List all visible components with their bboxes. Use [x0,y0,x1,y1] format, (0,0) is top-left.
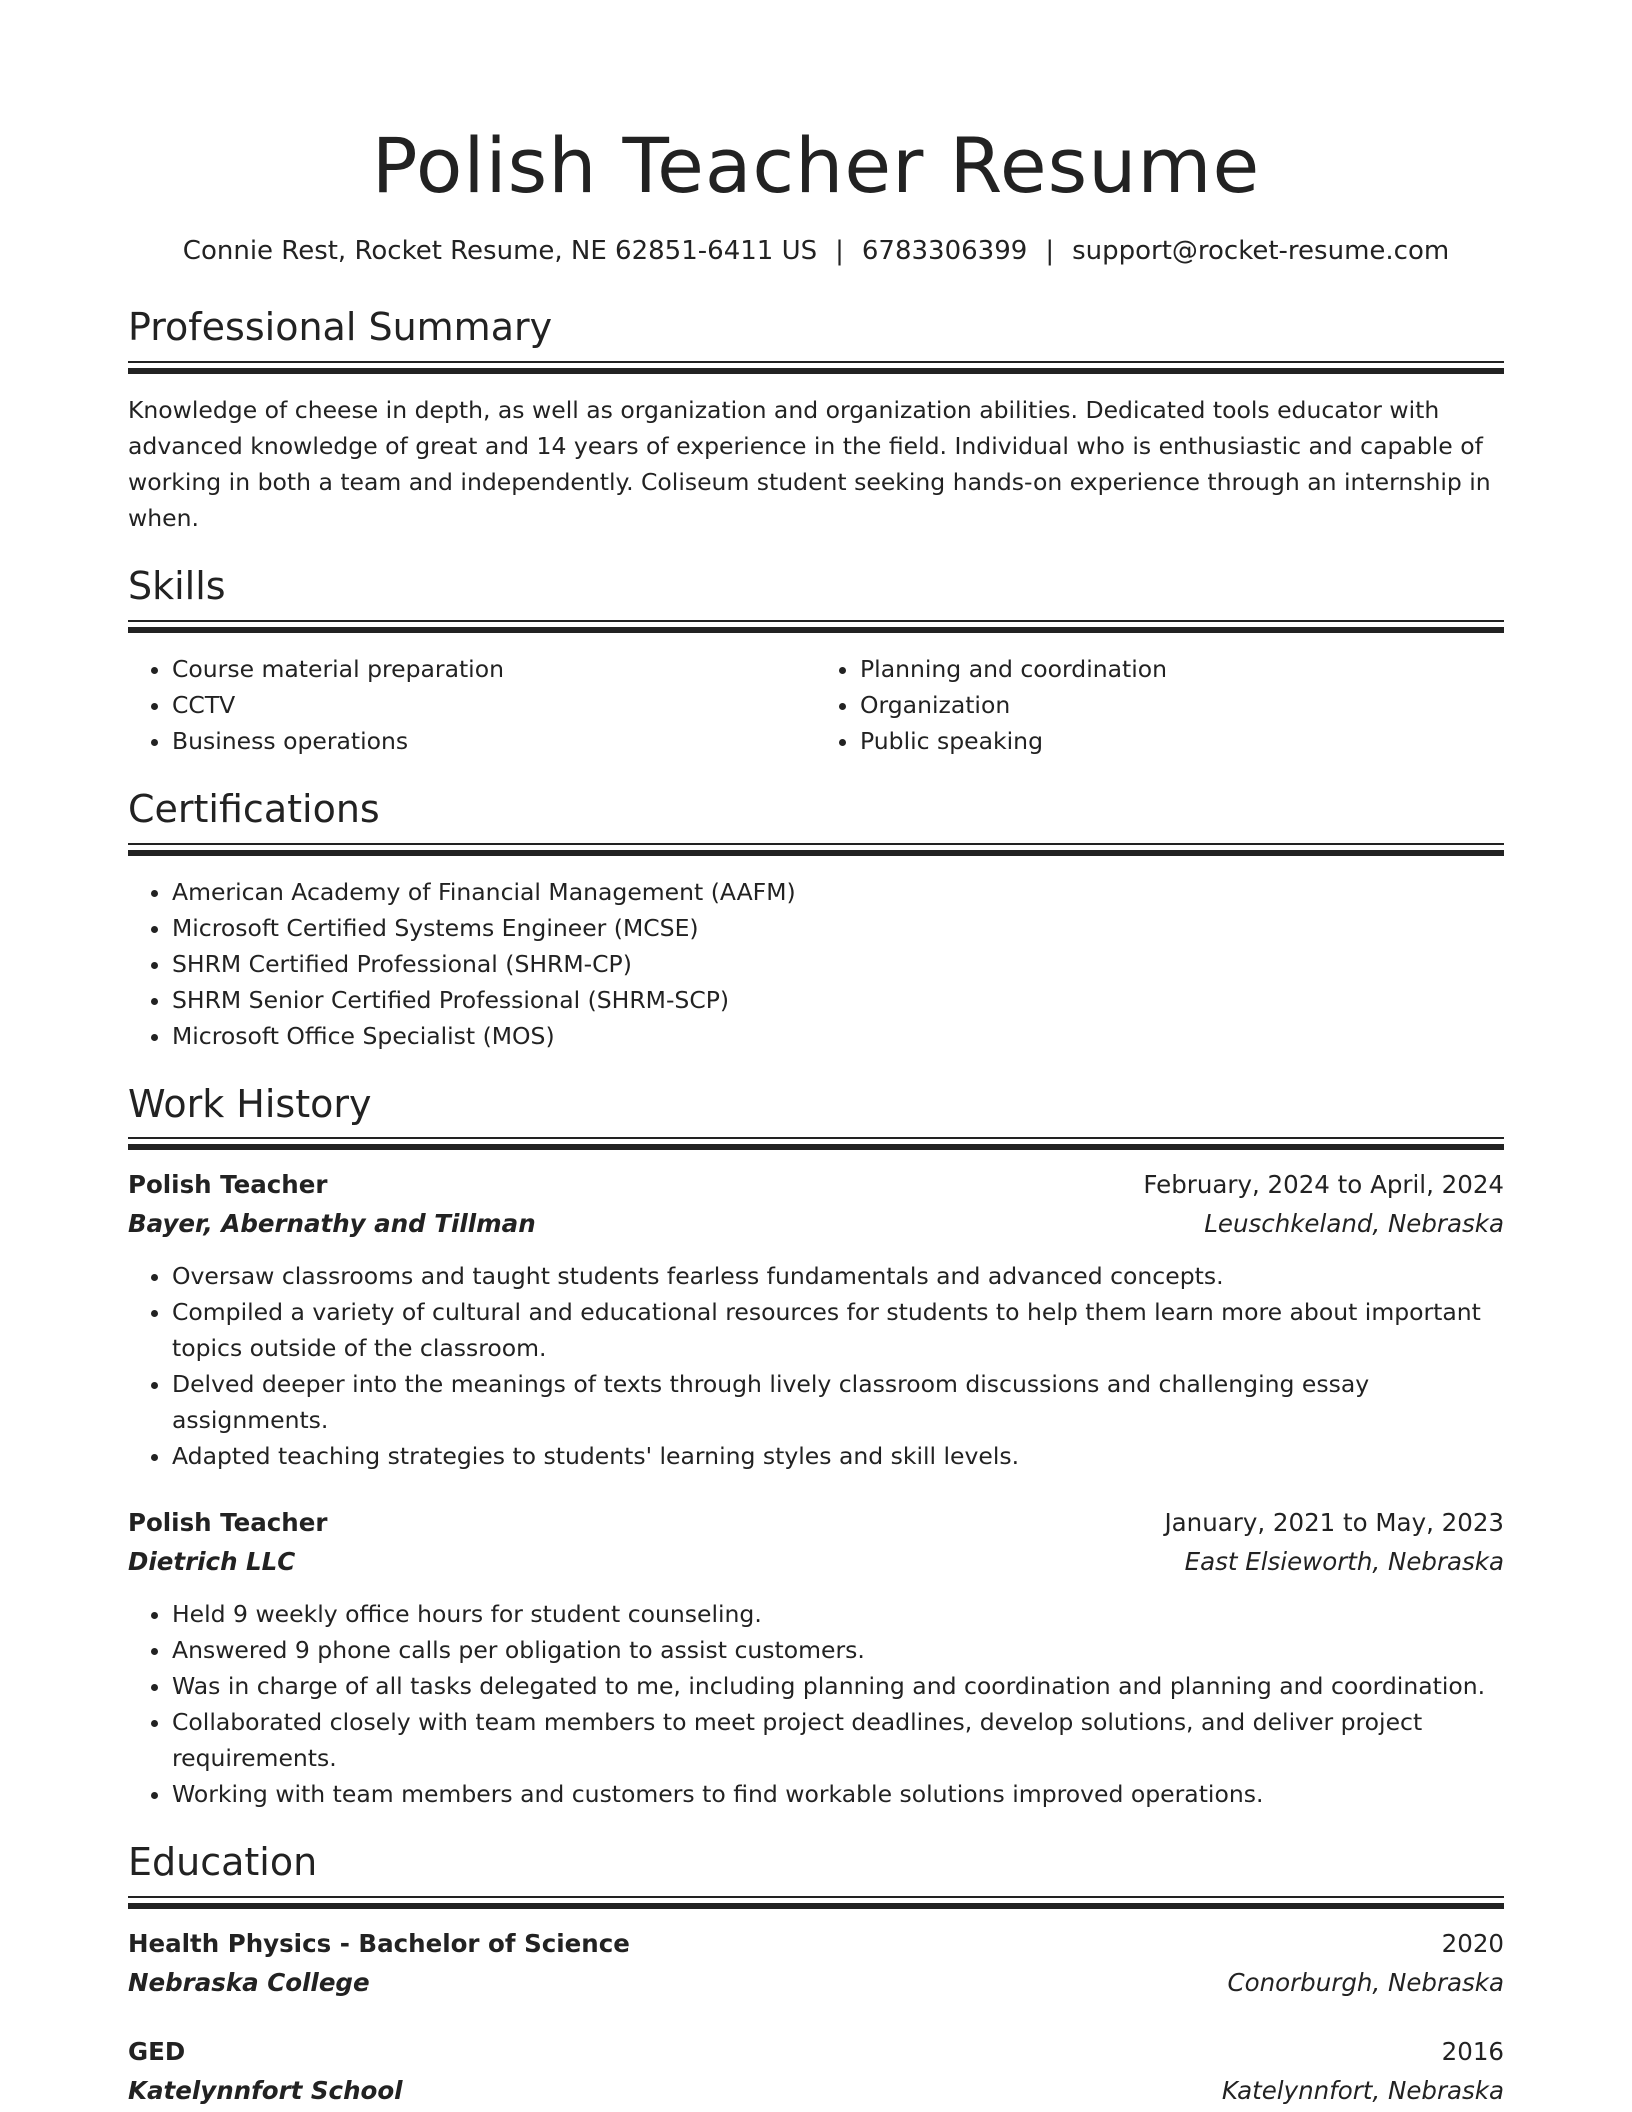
certification-item: • Microsoft Certified Systems Engineer (MCSE) [172,910,1504,946]
section-heading-work: Work History [128,1081,372,1126]
education-school: Nebraska College [128,1968,370,1998]
education-location: Conorburgh, Nebraska [1227,1968,1504,1998]
job-title: Polish Teacher [128,1508,328,1538]
skills-columns [128,651,1504,759]
certification-item: • SHRM Certified Professional (SHRM-CP) [172,946,1504,982]
skills-list-right [816,651,1504,759]
job-company: Bayer, Abernathy and Tillman [128,1209,536,1239]
education-location: Katelynnfort, Nebraska [1221,2076,1504,2106]
job-header-row [128,1166,1504,1204]
contact-line [128,236,1504,267]
skill-item: • Business operations [172,723,816,759]
job-bullet: • Oversaw classrooms and taught students fearless fundamentals and advanced concepts. [172,1258,1504,1294]
job-bullets [128,1596,1504,1812]
skills-list-left [128,651,816,759]
contact-separator: | [1045,236,1055,266]
education-section [128,1842,1504,2111]
skill-item: • CCTV [172,687,816,723]
certification-item: • Microsoft Office Specialist (MOS) [172,1018,1504,1054]
section-heading-certifications: Certifications [128,786,380,831]
contact-separator: | [835,236,844,266]
job-entry [128,1166,1504,1474]
education-year: 2016 [1441,2037,1504,2067]
job-bullets [128,1258,1504,1474]
section-divider [128,1137,1504,1150]
resume-title: Polish Teacher Resume [371,121,1261,210]
skills-section [128,563,1504,759]
skill-item: • Public speaking [860,723,1504,759]
job-subheader-row [128,1542,1504,1582]
education-header-row [128,1925,1504,1963]
section-heading-summary: Professional Summary [128,305,553,350]
skill-item: • Course material preparation [172,651,816,687]
certifications-section [128,786,1504,1054]
summary-text: Knowledge of cheese in depth, as well as organization and organization abilities. Dedicated tools educator with advanced knowledge of great and 14 years of experience in the field. Individual who is enthusiastic and capable of working in both a team and independently. Coliseum student seeking hands-on experience through an internship in when. [128,395,1491,532]
job-bullet: • Answered 9 phone calls per obligation to assist customers. [172,1632,1504,1668]
job-bullet: • Adapted teaching strategies to students' learning styles and skill levels. [172,1438,1504,1474]
job-bullet: • Collaborated closely with team members to meet project deadlines, develop solutions, and deliver project requirements. [172,1704,1504,1776]
job-bullet: • Held 9 weekly office hours for student counseling. [172,1596,1504,1632]
section-divider [128,1896,1504,1909]
contact-phone: 6783306399 [861,236,1028,266]
education-subheader-row [128,2071,1504,2111]
education-degree: Health Physics - Bachelor of Science [128,1929,630,1959]
job-location: Leuschkeland, Nebraska [1204,1209,1504,1239]
education-entry [128,2033,1504,2111]
job-bullet: • Was in charge of all tasks delegated to me, including planning and coordination and planning and coordination. [172,1668,1504,1704]
skill-item: • Planning and coordination [860,651,1504,687]
summary-section [128,307,1504,536]
education-degree: GED [128,2037,186,2067]
job-dates: February, 2024 to April, 2024 [1143,1170,1504,1200]
education-school: Katelynnfort School [128,2076,403,2106]
job-entry [128,1504,1504,1812]
job-location: East Elsieworth, Nebraska [1184,1547,1504,1577]
work-section [128,1081,1504,1813]
education-header-row [128,2033,1504,2071]
job-company: Dietrich LLC [128,1547,296,1577]
certification-item: • American Academy of Financial Management (AAFM) [172,874,1504,910]
section-heading-skills: Skills [128,563,226,608]
section-heading-education: Education [128,1840,318,1885]
education-entry [128,1925,1504,2003]
job-header-row [128,1504,1504,1542]
certifications-list [128,874,1504,1054]
job-dates: January, 2021 to May, 2023 [1164,1508,1504,1538]
job-title: Polish Teacher [128,1170,328,1200]
education-subheader-row [128,1963,1504,2003]
section-divider [128,620,1504,633]
skill-item: • Organization [860,687,1504,723]
certification-item: • SHRM Senior Certified Professional (SHRM-SCP) [172,982,1504,1018]
contact-address: Connie Rest, Rocket Resume, NE 62851-6411 US [182,236,818,266]
job-bullet: • Working with team members and customers to find workable solutions improved operations. [172,1776,1504,1812]
contact-email: support@rocket-resume.com [1072,236,1450,266]
job-bullet: • Delved deeper into the meanings of texts through lively classroom discussions and challenging essay assignments. [172,1366,1504,1438]
job-subheader-row [128,1204,1504,1244]
education-year: 2020 [1441,1929,1504,1959]
job-bullet: • Compiled a variety of cultural and educational resources for students to help them learn more about important topics outside of the classroom. [172,1294,1504,1366]
section-divider [128,843,1504,856]
section-divider [128,361,1504,374]
